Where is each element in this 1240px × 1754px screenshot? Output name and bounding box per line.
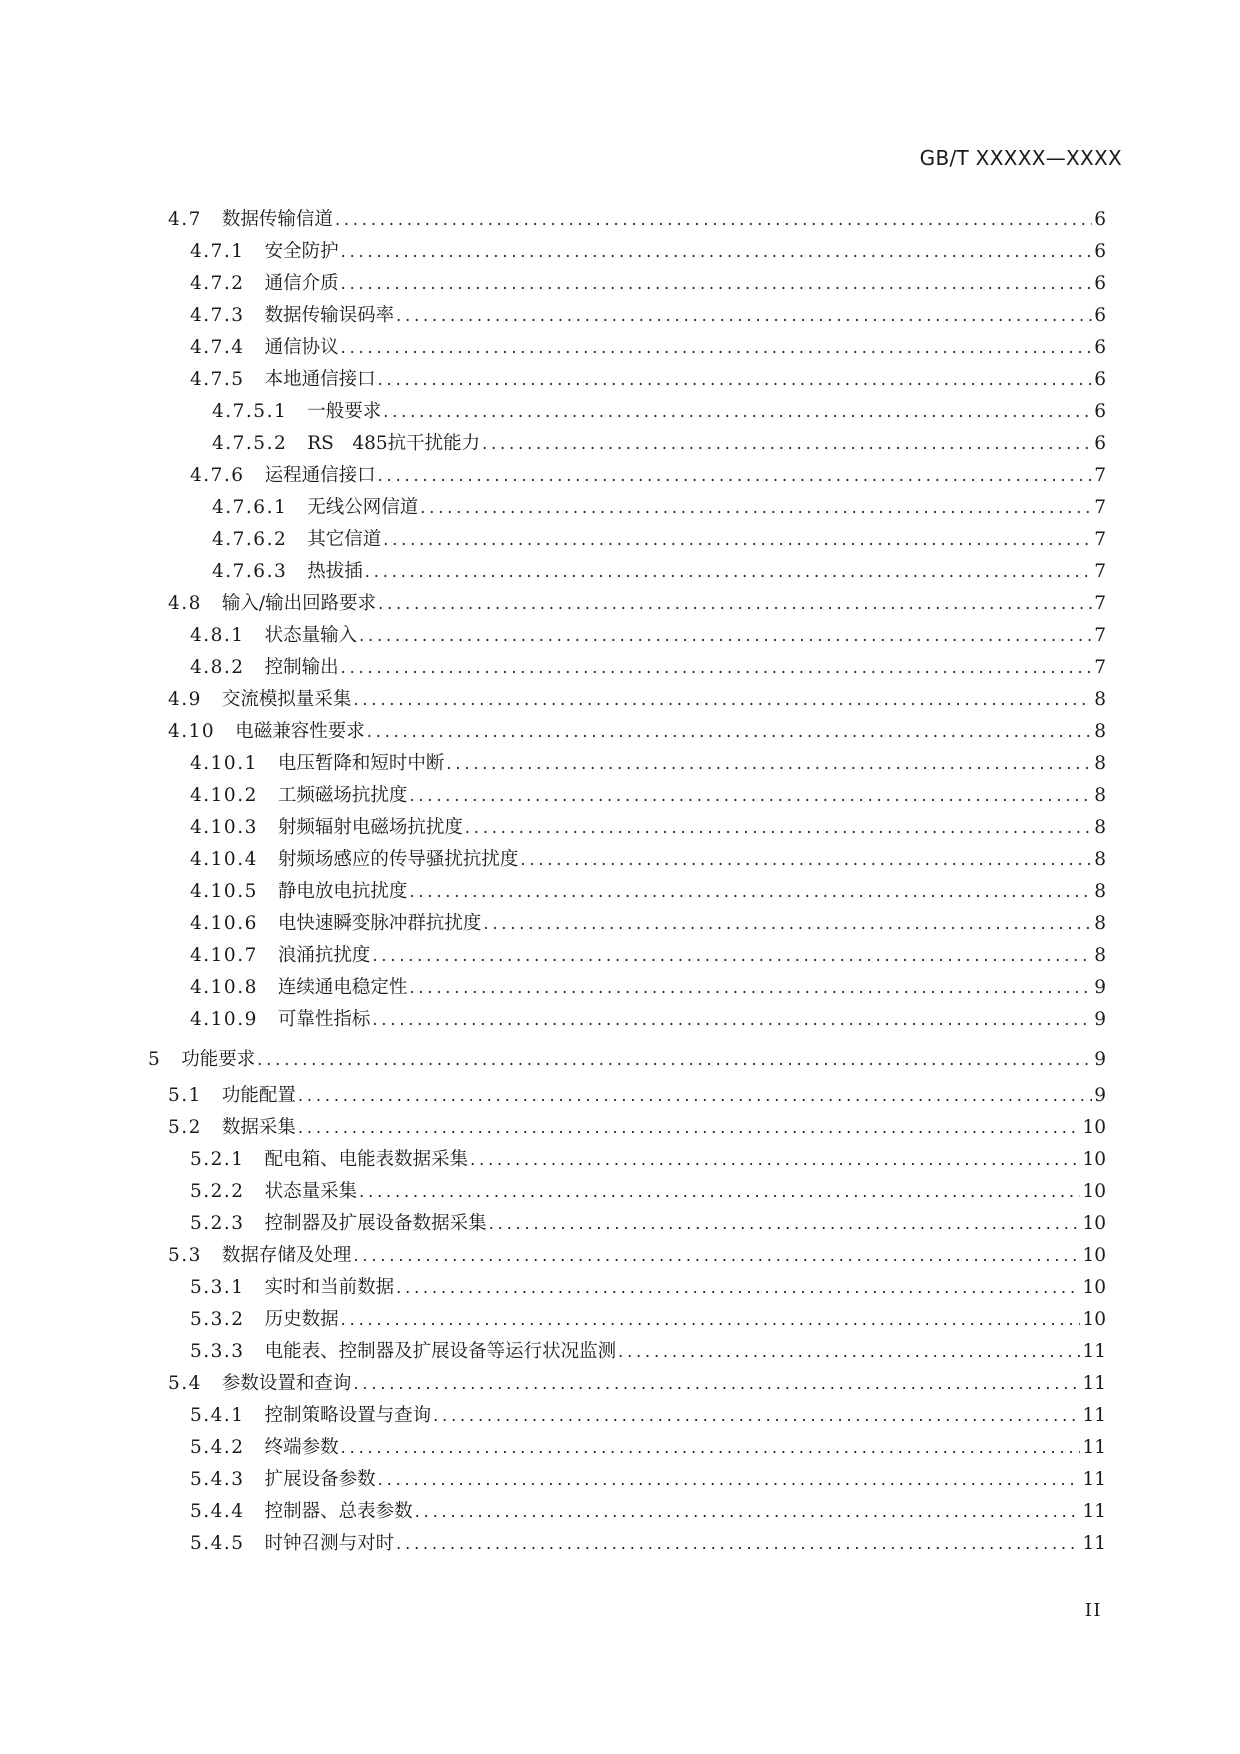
toc-entry[interactable] bbox=[190, 1496, 1106, 1528]
toc-dot-leader bbox=[341, 1432, 1081, 1464]
toc-entry[interactable] bbox=[168, 684, 1106, 716]
toc-section-title: RS 485抗干扰能力 bbox=[307, 433, 481, 454]
toc-page-number: 7 bbox=[1094, 465, 1106, 486]
toc-entry[interactable] bbox=[190, 1432, 1106, 1464]
toc-entry[interactable] bbox=[168, 204, 1106, 236]
toc-page-number: 9 bbox=[1094, 1085, 1106, 1106]
toc-page-number: 7 bbox=[1094, 593, 1106, 614]
toc-dot-leader bbox=[341, 268, 1093, 300]
toc-section-number: 4.7.6.1 bbox=[212, 497, 288, 518]
toc-page-number: 8 bbox=[1094, 849, 1106, 870]
toc-section-title: 数据传输信道 bbox=[221, 209, 333, 230]
toc-page-number: 11 bbox=[1082, 1533, 1106, 1554]
toc-section-number: 4.7.4 bbox=[190, 337, 245, 358]
toc-section-title: 状态量输入 bbox=[264, 625, 358, 646]
toc-page-number: 10 bbox=[1082, 1309, 1106, 1330]
toc-section-title: 历史数据 bbox=[264, 1309, 339, 1330]
toc-section-title: 数据采集 bbox=[221, 1117, 296, 1138]
toc-dot-leader bbox=[396, 300, 1092, 332]
toc-section-title: 电压暂降和短时中断 bbox=[277, 753, 445, 774]
toc-section-title: 时钟召测与对时 bbox=[264, 1533, 395, 1554]
toc-dot-leader bbox=[378, 588, 1092, 620]
toc-section-number: 4.7.5.2 bbox=[212, 433, 288, 454]
toc-section-title: 电能表、控制器及扩展设备等运行状况监测 bbox=[264, 1341, 617, 1362]
toc-page-number: 8 bbox=[1094, 785, 1106, 806]
toc-entry[interactable] bbox=[190, 1272, 1106, 1304]
toc-section-title: 控制输出 bbox=[264, 657, 339, 678]
toc-section-title: 电磁兼容性要求 bbox=[235, 721, 365, 742]
toc-entry[interactable] bbox=[190, 972, 1106, 1004]
toc-section-title: 热拔插 bbox=[307, 561, 363, 582]
toc-section-number: 4.10.1 bbox=[190, 753, 258, 774]
toc-entry[interactable] bbox=[190, 332, 1106, 364]
toc-section-title: 功能配置 bbox=[221, 1085, 296, 1106]
toc-page-number: 10 bbox=[1082, 1245, 1106, 1266]
toc-section-title: 数据传输误码率 bbox=[264, 305, 395, 326]
toc-page-number: 8 bbox=[1094, 881, 1106, 902]
toc-page-number: 7 bbox=[1094, 561, 1106, 582]
toc-entry[interactable] bbox=[190, 460, 1106, 492]
toc-section-number: 4.8.1 bbox=[190, 625, 245, 646]
toc-section-number: 5.2.2 bbox=[190, 1181, 245, 1202]
toc-section-number: 4.7.6 bbox=[190, 465, 245, 486]
toc-dot-leader bbox=[489, 1208, 1081, 1240]
toc-section-number: 4.10.9 bbox=[190, 1009, 258, 1030]
toc-dot-leader bbox=[378, 1464, 1081, 1496]
toc-section-number: 5.3 bbox=[168, 1245, 202, 1266]
toc-entry[interactable] bbox=[190, 652, 1106, 684]
toc-dot-leader bbox=[409, 972, 1092, 1004]
toc-dot-leader bbox=[383, 396, 1092, 428]
toc-dot-leader bbox=[298, 1112, 1081, 1144]
toc-section-number: 5.3.2 bbox=[190, 1309, 245, 1330]
toc-entry[interactable] bbox=[148, 1044, 1106, 1076]
toc-entry[interactable] bbox=[190, 812, 1106, 844]
toc-entry[interactable] bbox=[190, 268, 1106, 300]
toc-section-title: 其它信道 bbox=[307, 529, 382, 550]
toc-entry[interactable] bbox=[190, 876, 1106, 908]
toc-section-title: 一般要求 bbox=[307, 401, 382, 422]
toc-page-number: 8 bbox=[1094, 945, 1106, 966]
toc-section-number: 4.7.6.2 bbox=[212, 529, 288, 550]
toc-section-title: 控制策略设置与查询 bbox=[264, 1405, 432, 1426]
toc-section-number: 5.4.1 bbox=[190, 1405, 245, 1426]
toc-section-number: 4.7.6.3 bbox=[212, 561, 288, 582]
toc-entry[interactable] bbox=[190, 1176, 1106, 1208]
toc-section-title: 输入/输出回路要求 bbox=[221, 593, 377, 614]
toc-entry[interactable] bbox=[190, 1208, 1106, 1240]
toc-section-number: 4.7.2 bbox=[190, 273, 245, 294]
toc-entry[interactable] bbox=[190, 236, 1106, 268]
toc-section-title: 状态量采集 bbox=[264, 1181, 358, 1202]
toc-section-number: 4.10.3 bbox=[190, 817, 258, 838]
toc-dot-leader bbox=[372, 1004, 1092, 1036]
toc-dot-leader bbox=[446, 748, 1092, 780]
toc-section-number: 5.4.4 bbox=[190, 1501, 245, 1522]
toc-page-number: 10 bbox=[1082, 1117, 1106, 1138]
toc-entry[interactable] bbox=[190, 300, 1106, 332]
toc-page-number: 11 bbox=[1082, 1469, 1106, 1490]
toc-dot-leader bbox=[420, 492, 1092, 524]
toc-section-title: 控制器、总表参数 bbox=[264, 1501, 413, 1522]
toc-entry[interactable] bbox=[212, 428, 1106, 460]
toc-page-number: 9 bbox=[1094, 977, 1106, 998]
toc-section-title: 无线公网信道 bbox=[307, 497, 419, 518]
toc-section-number: 5.2.1 bbox=[190, 1149, 245, 1170]
toc-entry[interactable] bbox=[168, 1112, 1106, 1144]
toc-entry[interactable] bbox=[168, 716, 1106, 748]
toc-page-number: 8 bbox=[1094, 753, 1106, 774]
toc-section-title: 安全防护 bbox=[264, 241, 339, 262]
toc-section-title: 本地通信接口 bbox=[264, 369, 376, 390]
toc-section-title: 连续通电稳定性 bbox=[277, 977, 408, 998]
toc-section-title: 电快速瞬变脉冲群抗扰度 bbox=[277, 913, 482, 934]
toc-dot-leader bbox=[365, 556, 1092, 588]
toc-page-number: 10 bbox=[1082, 1277, 1106, 1298]
toc-dot-leader bbox=[520, 844, 1092, 876]
toc-dot-leader bbox=[353, 1240, 1080, 1272]
toc-page-number: 10 bbox=[1082, 1149, 1106, 1170]
toc-section-number: 4.10.7 bbox=[190, 945, 258, 966]
toc-section-number: 4.7.3 bbox=[190, 305, 245, 326]
toc-entry[interactable] bbox=[212, 492, 1106, 524]
toc-page-number: 6 bbox=[1094, 241, 1106, 262]
toc-entry[interactable] bbox=[190, 780, 1106, 812]
toc-section-number: 4.10.5 bbox=[190, 881, 258, 902]
toc-entry[interactable] bbox=[190, 748, 1106, 780]
toc-entry[interactable] bbox=[190, 1464, 1106, 1496]
toc-page-number: 8 bbox=[1094, 689, 1106, 710]
toc-section-title: 终端参数 bbox=[264, 1437, 339, 1458]
toc-page-number: 9 bbox=[1094, 1009, 1106, 1030]
toc-entry[interactable] bbox=[190, 844, 1106, 876]
toc-section-number: 5.4 bbox=[168, 1373, 202, 1394]
toc-entry[interactable] bbox=[190, 1528, 1106, 1560]
toc-page-number: 7 bbox=[1094, 529, 1106, 550]
toc-section-number: 5.2 bbox=[168, 1117, 202, 1138]
toc-page-number: 11 bbox=[1082, 1501, 1106, 1522]
toc-dot-leader bbox=[353, 1368, 1080, 1400]
toc-page-number: 6 bbox=[1094, 369, 1106, 390]
toc-entry[interactable] bbox=[190, 1400, 1106, 1432]
toc-section-title: 射频场感应的传导骚扰抗扰度 bbox=[277, 849, 519, 870]
toc-page-number: 6 bbox=[1094, 209, 1106, 230]
toc-section-number: 4.7 bbox=[168, 209, 202, 230]
toc-section-title: 工频磁场抗扰度 bbox=[277, 785, 408, 806]
toc-entry[interactable] bbox=[190, 908, 1106, 940]
toc-dot-leader bbox=[341, 236, 1093, 268]
toc-section-number: 4.7.5 bbox=[190, 369, 245, 390]
toc-dot-leader bbox=[298, 1080, 1092, 1112]
toc-page-number: 8 bbox=[1094, 913, 1106, 934]
toc-section-number: 4.10.8 bbox=[190, 977, 258, 998]
toc-page-number: 6 bbox=[1094, 305, 1106, 326]
toc-page-number: 8 bbox=[1094, 721, 1106, 742]
toc-entry[interactable] bbox=[168, 1240, 1106, 1272]
page-number: II bbox=[1084, 1600, 1102, 1621]
toc-section-number: 4.10.2 bbox=[190, 785, 258, 806]
toc-section-title: 实时和当前数据 bbox=[264, 1277, 395, 1298]
toc-dot-leader bbox=[409, 876, 1092, 908]
toc-dot-leader bbox=[396, 1528, 1080, 1560]
toc-section-number: 5.4.2 bbox=[190, 1437, 245, 1458]
toc-dot-leader bbox=[383, 524, 1092, 556]
toc-dot-leader bbox=[470, 1144, 1080, 1176]
toc-entry[interactable] bbox=[168, 588, 1106, 620]
toc-section-number: 5 bbox=[148, 1049, 162, 1070]
toc-section-title: 可靠性指标 bbox=[277, 1009, 371, 1030]
toc-section-title: 通信协议 bbox=[264, 337, 339, 358]
toc-entry[interactable] bbox=[190, 364, 1106, 396]
standard-code-header: GB/T XXXXX—XXXX bbox=[919, 146, 1122, 170]
toc-section-title: 静电放电抗扰度 bbox=[277, 881, 408, 902]
toc-page-number: 6 bbox=[1094, 433, 1106, 454]
toc-dot-leader bbox=[372, 940, 1092, 972]
toc-section-title: 通信介质 bbox=[264, 273, 339, 294]
toc-dot-leader bbox=[415, 1496, 1081, 1528]
toc-section-number: 4.10.4 bbox=[190, 849, 258, 870]
toc-entry[interactable] bbox=[212, 396, 1106, 428]
toc-section-title: 参数设置和查询 bbox=[221, 1373, 352, 1394]
toc-section-number: 5.3.1 bbox=[190, 1277, 245, 1298]
toc-dot-leader bbox=[359, 1176, 1080, 1208]
toc-page-number: 10 bbox=[1082, 1213, 1106, 1234]
toc-section-title: 交流模拟量采集 bbox=[221, 689, 352, 710]
toc-section-number: 4.8.2 bbox=[190, 657, 245, 678]
toc-dot-leader bbox=[341, 652, 1093, 684]
toc-entry[interactable] bbox=[212, 524, 1106, 556]
toc-page-number: 9 bbox=[1094, 1049, 1106, 1070]
toc-section-number: 5.4.3 bbox=[190, 1469, 245, 1490]
toc-section-title: 射频辐射电磁场抗扰度 bbox=[277, 817, 463, 838]
toc-page-number: 8 bbox=[1094, 817, 1106, 838]
toc-dot-leader bbox=[335, 204, 1092, 236]
toc-section-title: 功能要求 bbox=[181, 1049, 256, 1070]
toc-section-title: 控制器及扩展设备数据采集 bbox=[264, 1213, 487, 1234]
toc-dot-leader bbox=[409, 780, 1092, 812]
toc-dot-leader bbox=[618, 1336, 1080, 1368]
toc-entry[interactable] bbox=[190, 620, 1106, 652]
toc-page-number: 11 bbox=[1082, 1437, 1106, 1458]
toc-entry[interactable] bbox=[190, 1004, 1106, 1036]
toc-section-title: 配电箱、电能表数据采集 bbox=[264, 1149, 469, 1170]
toc-section-number: 5.2.3 bbox=[190, 1213, 245, 1234]
toc-page-number: 7 bbox=[1094, 657, 1106, 678]
toc-dot-leader bbox=[359, 620, 1092, 652]
toc-dot-leader bbox=[341, 1304, 1081, 1336]
toc-section-number: 4.7.1 bbox=[190, 241, 245, 262]
toc-dot-leader bbox=[396, 1272, 1080, 1304]
toc-entry[interactable] bbox=[168, 1368, 1106, 1400]
toc-section-number: 4.9 bbox=[168, 689, 202, 710]
toc-section-number: 5.4.5 bbox=[190, 1533, 245, 1554]
toc-dot-leader bbox=[483, 908, 1092, 940]
toc-entry[interactable] bbox=[168, 1080, 1106, 1112]
toc-section-number: 4.10.6 bbox=[190, 913, 258, 934]
toc-section-title: 运程通信接口 bbox=[264, 465, 376, 486]
toc-section-number: 5.3.3 bbox=[190, 1341, 245, 1362]
toc-dot-leader bbox=[341, 332, 1093, 364]
toc-entry[interactable] bbox=[190, 1336, 1106, 1368]
toc-section-number: 4.10 bbox=[168, 721, 216, 742]
toc-dot-leader bbox=[367, 716, 1093, 748]
toc-dot-leader bbox=[378, 364, 1093, 396]
toc-page-number: 11 bbox=[1082, 1373, 1106, 1394]
toc-dot-leader bbox=[433, 1400, 1080, 1432]
toc-page-number: 7 bbox=[1094, 625, 1106, 646]
toc-page-number: 11 bbox=[1082, 1341, 1106, 1362]
toc-page-number: 6 bbox=[1094, 401, 1106, 422]
toc-entry[interactable] bbox=[190, 1304, 1106, 1336]
toc-dot-leader bbox=[378, 460, 1093, 492]
toc-page-number: 10 bbox=[1082, 1181, 1106, 1202]
toc-dot-leader bbox=[353, 684, 1092, 716]
toc-dot-leader bbox=[465, 812, 1092, 844]
toc-section-number: 5.1 bbox=[168, 1085, 202, 1106]
toc-dot-leader bbox=[257, 1044, 1092, 1076]
toc-section-number: 4.7.5.1 bbox=[212, 401, 288, 422]
toc-page-number: 6 bbox=[1094, 273, 1106, 294]
toc-dot-leader bbox=[482, 428, 1092, 460]
toc-page-number: 11 bbox=[1082, 1405, 1106, 1426]
toc-entry[interactable] bbox=[190, 1144, 1106, 1176]
toc-section-title: 数据存储及处理 bbox=[221, 1245, 352, 1266]
toc-section-title: 扩展设备参数 bbox=[264, 1469, 376, 1490]
toc-page-number: 6 bbox=[1094, 337, 1106, 358]
toc-section-number: 4.8 bbox=[168, 593, 202, 614]
toc-section-title: 浪涌抗扰度 bbox=[277, 945, 371, 966]
toc-entry[interactable] bbox=[212, 556, 1106, 588]
toc-entry[interactable] bbox=[190, 940, 1106, 972]
toc-page-number: 7 bbox=[1094, 497, 1106, 518]
